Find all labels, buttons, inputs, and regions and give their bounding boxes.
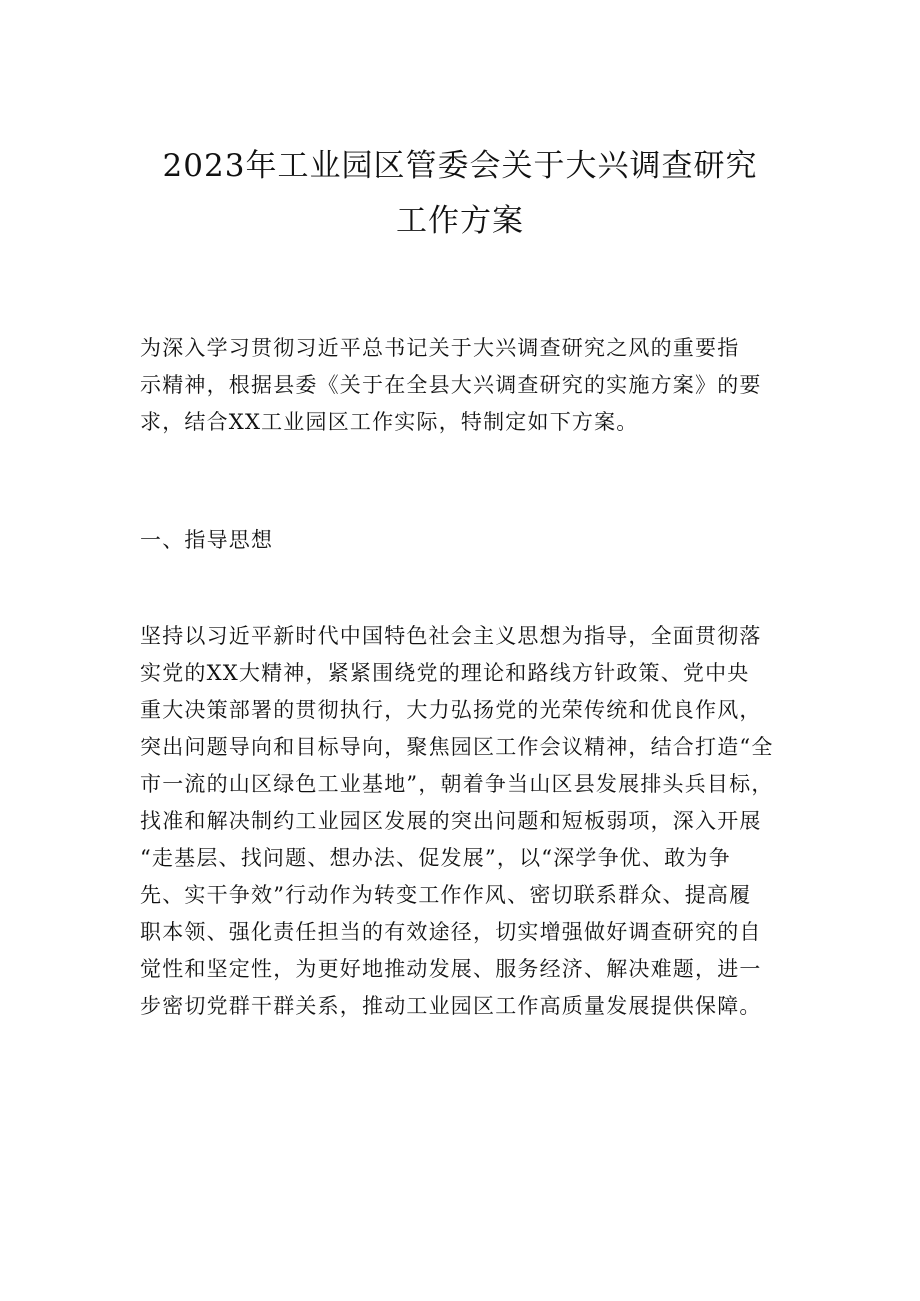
- body-line: 市一流的山区绿色工业基地”，朝着争当山区县发展排头兵目标，: [140, 772, 774, 796]
- intro-line: 求，结合XX工业园区工作实际，特制定如下方案。: [140, 410, 639, 434]
- section-heading-guiding-ideology: 一、指导思想: [140, 528, 274, 552]
- body-line: 职本领、强化责任担当的有效途径，切实增强做好调查研究的自: [140, 920, 762, 944]
- body-line: 先、实干争效”行动作为转变工作作风、密切联系群众、提高履: [140, 883, 752, 907]
- body-line: 实党的XX大精神，紧紧围绕党的理论和路线方针政策、党中央: [140, 661, 750, 685]
- body-line: 觉性和坚定性，为更好地推动发展、服务经济、解决难题，进一: [140, 957, 762, 981]
- intro-line: 为深入学习贯彻习近平总书记关于大兴调查研究之风的重要指: [140, 336, 740, 360]
- document-title-line-1: 2023年工业园区管委会关于大兴调查研究: [162, 148, 758, 184]
- body-line: 坚持以习近平新时代中国特色社会主义思想为指导，全面贯彻落: [140, 624, 762, 648]
- intro-line: 示精神，根据县委《关于在全县大兴调查研究的实施方案》的要: [140, 373, 762, 397]
- body-line: 突出问题导向和目标导向，聚焦园区工作会议精神，结合打造“全: [140, 735, 774, 759]
- body-line: 重大决策部署的贯彻执行，大力弘扬党的光荣传统和优良作风，: [140, 698, 762, 722]
- body-line: 找准和解决制约工业园区发展的突出问题和短板弱项，深入开展: [140, 809, 762, 833]
- document-title-line-2: 工作方案: [396, 203, 524, 239]
- body-line: 步密切党群干群关系，推动工业园区工作高质量发展提供保障。: [140, 994, 762, 1018]
- guiding-ideology-paragraph: [140, 618, 800, 1025]
- intro-paragraph: [140, 330, 800, 441]
- body-line: “走基层、找问题、想办法、促发展”，以“深学争优、敢为争: [140, 846, 731, 870]
